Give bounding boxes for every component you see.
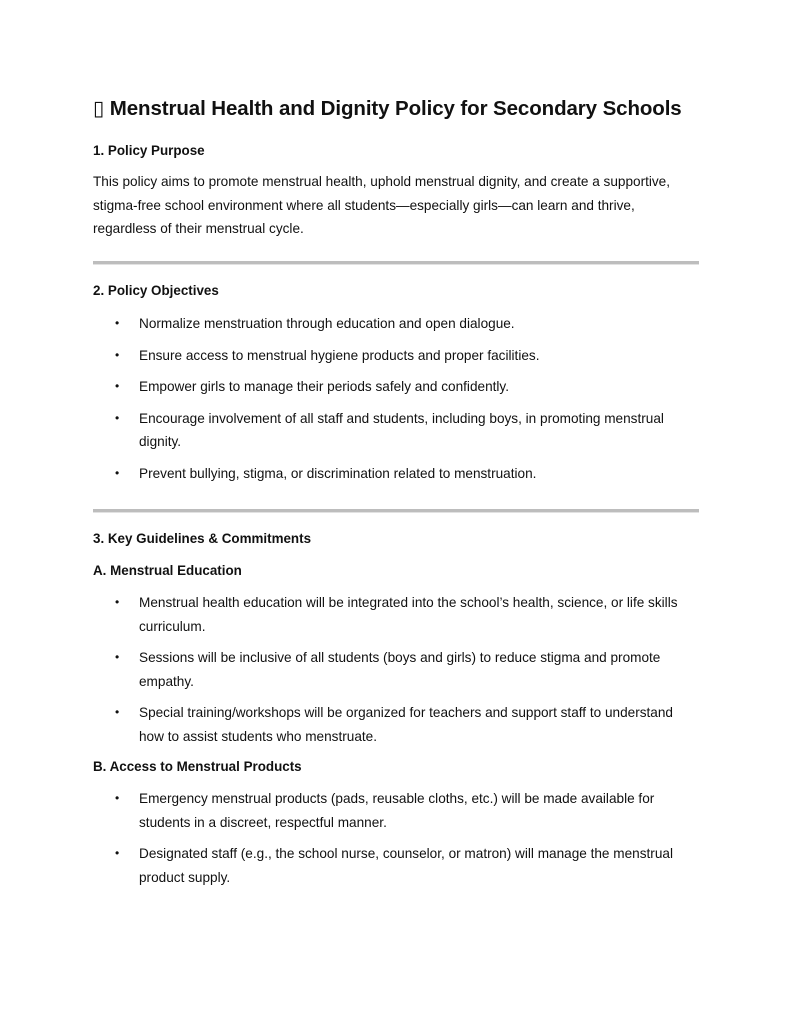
list-item-text: Emergency menstrual products (pads, reusable cloths, etc.) will be made available for students in a discreet, respectful manner.	[139, 791, 655, 830]
list-item	[93, 462, 699, 486]
list-item-text: Special training/workshops will be organized for teachers and support staff to understand how to assist students who menstruate.	[139, 705, 673, 744]
bullet-icon: •	[115, 347, 120, 362]
subsection-a-heading: A. Menstrual Education	[93, 563, 242, 578]
education-list	[93, 591, 699, 756]
section-2-heading: 2. Policy Objectives	[93, 283, 219, 298]
bullet-icon: •	[115, 791, 120, 805]
list-item-text: Normalize menstruation through education and open dialogue.	[139, 316, 515, 331]
list-item	[93, 344, 699, 368]
list-item-text: Menstrual health education will be integrated into the school’s health, science, or life skills curriculum.	[139, 595, 678, 634]
bullet-icon: •	[115, 650, 120, 664]
objectives-list	[93, 312, 699, 493]
products-list	[93, 787, 699, 897]
list-item-text: Prevent bullying, stigma, or discrimination related to menstruation.	[139, 465, 537, 481]
list-item-text: Sessions will be inclusive of all students (boys and girls) to reduce stigma and promote empathy.	[139, 650, 661, 689]
list-item	[93, 591, 699, 638]
list-item	[93, 312, 699, 336]
list-item-text: Designated staff (e.g., the school nurse, counselor, or matron) will manage the menstrual product supply.	[139, 846, 673, 885]
section-3-heading: 3. Key Guidelines & Commitments	[93, 531, 312, 546]
bullet-icon: •	[115, 705, 120, 719]
list-item	[93, 701, 699, 748]
list-item-text: Encourage involvement of all staff and students, including boys, in promoting menstrual dignity.	[139, 410, 664, 449]
list-item-text: Ensure access to menstrual hygiene products and proper facilities.	[139, 347, 540, 363]
list-item	[93, 646, 699, 693]
section-1-heading: 1. Policy Purpose	[93, 143, 205, 158]
bullet-icon: •	[115, 410, 120, 425]
bullet-icon: •	[115, 846, 120, 860]
list-item-text: Empower girls to manage their periods safely and confidently.	[139, 379, 509, 394]
list-item	[93, 375, 699, 399]
document-title: ▯ Menstrual Health and Dignity Policy for Secondary Schools	[93, 97, 682, 120]
list-item	[93, 842, 699, 889]
bullet-icon: •	[115, 379, 120, 393]
divider	[93, 261, 699, 265]
bullet-icon: •	[115, 595, 120, 609]
bullet-icon: •	[115, 316, 120, 330]
list-item	[93, 787, 699, 834]
divider	[93, 509, 699, 513]
bullet-icon: •	[115, 465, 120, 480]
subsection-b-heading: B. Access to Menstrual Products	[93, 759, 302, 774]
section-1-text: This policy aims to promote menstrual health, uphold menstrual dignity, and create a supportive, stigma-free school environment where all students—especially girls—can learn and thrive, regardless of their menstrual cycle.	[93, 174, 671, 236]
list-item	[93, 407, 699, 454]
